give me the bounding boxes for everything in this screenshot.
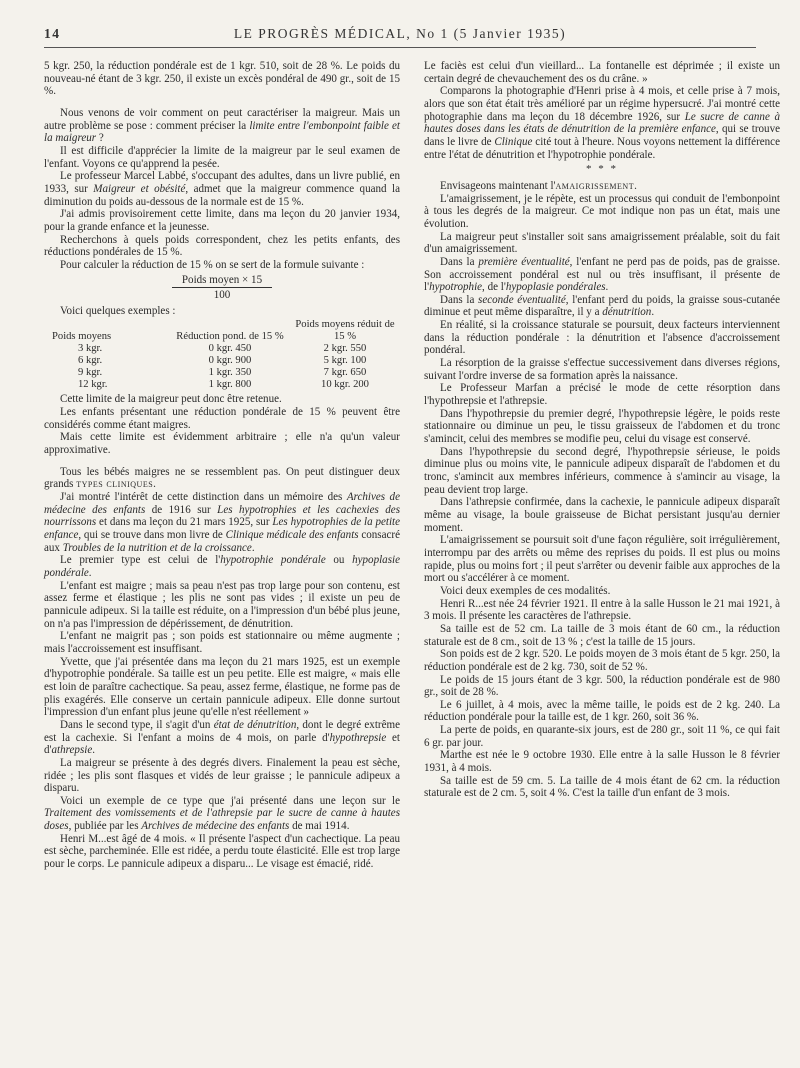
- paragraph: Il est difficile d'apprécier la limite de la maigreur par le seul examen de l'enfant. Voyons ce qu'apprend la pesée.: [44, 144, 400, 170]
- paragraph: En réalité, si la croissance staturale se poursuit, deux facteurs interviennent dans la réduction pondérale : la dénutrition et l'absence d'accroissement pondéral.: [424, 319, 780, 357]
- right-column: [424, 60, 780, 800]
- paragraph: Tous les bébés maigres ne se ressemblent pas. On peut distinguer deux grands types cliniques.: [44, 465, 400, 491]
- running-title: LE PROGRÈS MÉDICAL, No 1 (5 Janvier 1935): [233, 26, 567, 41]
- table-row: 6 kgr. 0 kgr. 900 5 kgr. 100: [78, 355, 367, 367]
- paragraph: La perte de poids, en quarante-six jours, est de 280 gr., soit 11 %, ce qui fait 6 gr. par jour.: [424, 724, 780, 749]
- table-row: 12 kgr. 1 kgr. 800 10 kgr. 200: [78, 379, 369, 391]
- paragraph: Henri M...est âgé de 4 mois. « Il présente l'aspect d'un cachectique. La peau est sèche, parcheminée. Elle est ridée, a perdu toute élasticité. Elle est trop large pour le corps. Le pannicule adipeux a disparu... Le visage est émacié, ridé.: [44, 832, 400, 871]
- paragraph: L'amaigrissement, je le répète, est un processus qui conduit de l'embonpoint à tous les degrés de la maigreur. Ce mot indique non pas un état, mais une évolution.: [424, 192, 780, 230]
- paragraph: Dans la seconde éventualité, l'enfant perd du poids, la graisse sous-cutanée diminue et peut même disparaître, il y a dénutrition.: [424, 293, 780, 319]
- paragraph: Pour calculer la réduction de 15 % on se sert de la formule suivante :: [60, 258, 365, 271]
- running-header: [44, 26, 756, 44]
- paragraph: Le professeur Marcel Labbé, s'occupant des adultes, dans un livre publié, en 1933, sur Maigreur et obésité, admet que la maigreur commence quand la diminution du poids au-dessous de la normale est de 15 %.: [44, 170, 400, 208]
- paragraph: Sa taille est de 52 cm. La taille de 3 mois étant de 60 cm., la réduction staturale est de 8 cm., soit de 13 % ; c'est la taille de 15 jours.: [424, 622, 780, 648]
- weight-table: [44, 319, 400, 391]
- left-column: [44, 60, 400, 871]
- paragraph: Mais cette limite est évidemment arbitraire ; elle n'a qu'un valeur approximative.: [44, 431, 400, 457]
- table-header: Réduction pond. de 15 %: [176, 331, 284, 343]
- paragraph: Henri R...est née 24 février 1921. Il entre à la salle Husson le 21 mai 1921, à 3 mois. Il présente les caractères de l'athrepsie.: [424, 597, 780, 623]
- formula-denominator: 100: [213, 289, 231, 302]
- paragraph: Le premier type est celui de l'hypotrophie pondérale ou hypoplasie pondérale.: [44, 554, 400, 579]
- paragraph: Le poids de 15 jours étant de 3 kgr. 500, la réduction pondérale est de 980 gr., soit de 28 %.: [424, 673, 780, 699]
- header-rule: [44, 47, 756, 48]
- table-row: 9 kgr. 1 kgr. 350 7 kgr. 650: [78, 367, 367, 379]
- paragraph: Voici un exemple de ce type que j'ai présenté dans une leçon sur le Traitement des vomissements et de l'athrepsie par le sucre de canne à hautes doses, publiée par les Archives de médecine des enfants de mai 1914.: [44, 794, 400, 833]
- paragraph: Son poids est de 2 kgr. 520. Le poids moyen de 3 mois étant de 5 kgr. 250, la réduction pondérale est de 2 kg. 730, soit de 52 %.: [424, 648, 780, 673]
- paragraph: Voici quelques exemples :: [60, 304, 176, 317]
- paragraph: Marthe est née le 9 octobre 1930. Elle entre à la salle Husson le 8 février 1931, à 4 mois.: [424, 749, 780, 775]
- paragraph: La maigreur peut s'installer soit sans amaigrissement préalable, soit du fait d'un amaigrissement.: [424, 230, 780, 256]
- paragraph: Yvette, que j'ai présentée dans ma leçon du 21 mars 1925, est un exemple d'hypotrophie pondérale. Sa taille est un peu petite. Elle est maigre, « mais elle est loin de paraître cachectique. Sa peau, assez ferme, élastique, ne forme pas de plis exagérés. Elle conserve un certain pannicule adipeux. Elle donne surtout l'impression d'un enfant plus jeune qu'elle n'est réellement »: [44, 655, 400, 719]
- page-number: 14: [44, 26, 61, 41]
- paragraph: Dans l'hypothrepsie du second degré, l'hypothrepsie sérieuse, le poids diminue plus ou moins vite, le pannicule adipeux disparaît de l'abdomen et du tronc, s'amincit aux membres inférieurs, commence à s'amincir au visage, la peau devient trop large.: [424, 445, 780, 496]
- paragraph: La résorption de la graisse s'effectue successivement dans diverses régions, suivant l'ordre inverse de sa formation après la naissance.: [424, 357, 780, 382]
- paragraph: J'ai admis provisoirement cette limite, dans ma leçon du 20 janvier 1934, pour la grande enfance et la jeunesse.: [44, 208, 400, 233]
- paragraph: Voici deux exemples de ces modalités.: [440, 584, 611, 597]
- paragraph: L'amaigrissement se poursuit soit d'une façon régulière, soit irrégulièrement, interrompu par des arrêts ou même des reprises du poids. Il est plus ou moins rapide, plus ou moins fort ; il peut s'arrêter ou devenir faible aux approches de la mort ou s'accélérer à ce moment.: [424, 534, 780, 585]
- paragraph: Le faciès est celui d'un vieillard... La fontanelle est déprimée ; il existe un certain degré de chevauchement des os du crâne. »: [424, 60, 780, 85]
- formula: [44, 274, 400, 302]
- formula-numerator: Poids moyen × 15: [172, 274, 272, 289]
- paragraph: Nous venons de voir comment on peut caractériser la maigreur. Mais un autre problème se pose : comment préciser la limite entre l'embonpoint faible et la maigreur ?: [44, 106, 401, 145]
- table-header: Poids moyens réduit de 15 %: [295, 319, 395, 343]
- paragraph: Le Professeur Marfan a précisé le mode de cette résorption dans l'hypothrepsie et l'athrepsie.: [424, 382, 780, 408]
- paragraph: J'ai montré l'intérêt de cette distinction dans un mémoire des Archives de médecine des enfants de 1916 sur Les hypotrophies et les cachexies des nourrissons et dans ma leçon du 21 mars 1925, sur Les hypotrophies de la petite enfance, qui se trouve dans mon livre de Clinique médicale des enfants consacré aux Troubles de la nutrition et de la croissance.: [44, 491, 401, 554]
- paragraph: L'enfant est maigre ; mais sa peau n'est pas trop large pour son contenu, est assez ferme et élastique ; les plis ne sont pas vides ; il existe un peu de pannicule adipeux. Si la taille est réduite, on a l'impression d'un bébé plus jeune, on n'a pas l'impression de dépérissement, de dénutrition.: [44, 579, 400, 630]
- paragraph: Le 6 juillet, à 4 mois, avec la même taille, le poids est de 2 kg. 240. La réduction pondérale pour la taille est, de 1 kgr. 260, soit 36 %.: [424, 698, 780, 724]
- paragraph: Envisageons maintenant l'amaigrissement.: [440, 179, 637, 192]
- paragraph: Dans l'athrepsie confirmée, dans la cachexie, le pannicule adipeux disparaît même au visage, la boule graisseuse de Bichat persistant jusqu'au dernier moment.: [424, 496, 780, 534]
- paragraph: Sa taille est de 59 cm. 5. La taille de 4 mois étant de 62 cm. la réduction staturale est de 2 cm. 5, soit 4 %. C'est la taille d'un enfant de 3 mois.: [424, 774, 780, 800]
- paragraph: Recherchons à quels poids correspondent, chez les petits enfants, des réductions pondérales de 15 %.: [44, 233, 400, 259]
- paragraph: Dans le second type, il s'agit d'un état de dénutrition, dont le degré extrême est la cachexie. Si l'enfant a moins de 4 mois, on parle d'hypothrepsie et d'athrepsie.: [44, 718, 400, 757]
- section-separator: * * *: [586, 163, 618, 176]
- paragraph: 5 kgr. 250, la réduction pondérale est de 1 kgr. 510, soit de 28 %. Le poids du nouveau-né étant de 3 kgr. 250, il existe un excès pondéral de 490 gr., soit de 15 %.: [44, 60, 400, 98]
- table-row: 3 kgr. 0 kgr. 450 2 kgr. 550: [78, 343, 367, 355]
- paragraph: Dans l'hypothrepsie du premier degré, l'hypothrepsie légère, le poids reste stationnaire ou diminue un peu, le tissu graisseux de l'abdomen et du tronc s'amincit, celui des membres se modifie peu, celui du visage est conservé.: [424, 407, 780, 446]
- paragraph: La maigreur se présente à des degrés divers. Finalement la peau est sèche, ridée ; les plis sont flasques et vidés de leur graisse ; le pannicule adipeux a disparu.: [44, 756, 400, 795]
- paragraph: Cette limite de la maigreur peut donc être retenue.: [60, 393, 282, 406]
- table-header: Poids moyens: [52, 331, 112, 343]
- paragraph: L'enfant ne maigrit pas ; son poids est stationnaire ou même augmente ; mais l'accroissement est insuffisant.: [44, 630, 400, 655]
- paragraph: Les enfants présentant une réduction pondérale de 15 % peuvent être considérés comme étant maigres.: [44, 406, 400, 431]
- paragraph: Comparons la photographie d'Henri prise à 4 mois, et celle prise à 7 mois, alors que son état était très amélioré par un régime hypersucré. J'ai montré cette photographie dans ma leçon du 18 décembre 1926, sur Le sucre de canne à hautes doses dans les états de dénutrition de la première enfance, qui se trouve dans le livre de Clinique cité tout à l'heure. Nous voyons nettement la différence entre l'état de dénutrition et l'hypotrophie pondérale.: [424, 85, 780, 161]
- paragraph: Dans la première éventualité, l'enfant ne perd pas de poids, pas de graisse. Son accroissement pondéral est nul ou très insuffisant, il présente de l'hypotrophie, de l'hypoplasie pondérales.: [424, 255, 780, 294]
